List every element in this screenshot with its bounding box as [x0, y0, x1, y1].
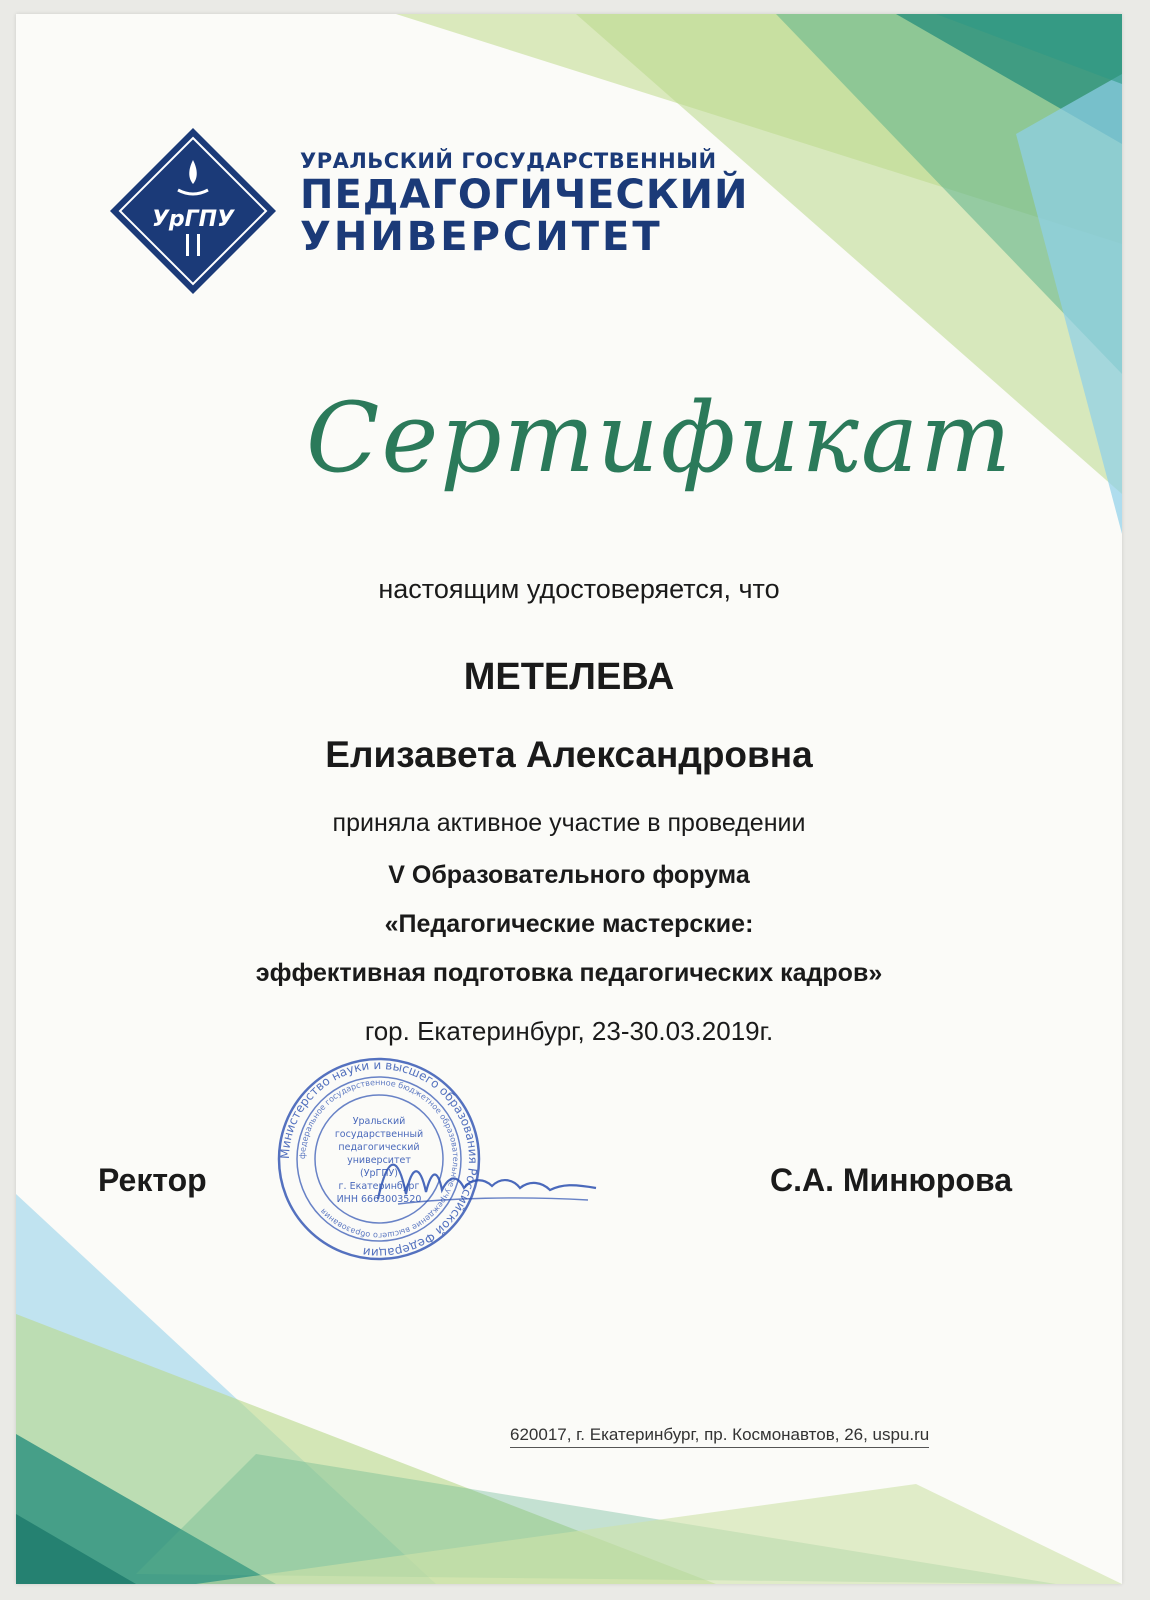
rector-name: С.А. Минюрова: [770, 1162, 1013, 1198]
rector-label: Ректор: [98, 1162, 207, 1198]
emblem-text: УрГПУ: [151, 207, 235, 232]
university-name-line1: УРАЛЬСКИЙ ГОСУДАРСТВЕННЫЙ: [300, 149, 717, 173]
stamp-center-line7: ИНН 6663003520: [336, 1194, 422, 1205]
stamp-center-line6: г. Екатеринбург: [338, 1181, 420, 1192]
stamp-center-line5: (УрГПУ): [360, 1168, 398, 1179]
stamp-inner-text: федеральное государственное бюджетное образовательное учреждение высшего образования: [297, 1077, 461, 1241]
stamp-center-line4: университет: [347, 1155, 411, 1166]
footer-address: 620017, г. Екатеринбург, пр. Космонавтов, 26, uspu.ru: [510, 1425, 929, 1448]
university-name-line3: УНИВЕРСИТЕТ: [300, 214, 663, 260]
stamp-outer-text: Министерство науки и высшего образования Российской Федерации: [277, 1057, 481, 1261]
certificate-sheet: [16, 14, 1122, 1584]
recipient-given-names: Елизавета Александровна: [325, 734, 813, 775]
certify-text: настоящим удостоверяется, что: [378, 574, 780, 604]
university-name-line2: ПЕДАГОГИЧЕСКИЙ: [300, 172, 749, 218]
forum-name-line1: V Образовательного форума: [388, 861, 750, 889]
participation-text: приняла активное участие в проведении: [332, 809, 806, 837]
place-and-date: гор. Екатеринбург, 23-30.03.2019г.: [364, 1016, 774, 1046]
stamp-center-line3: педагогический: [338, 1142, 420, 1153]
recipient-surname: МЕТЕЛЕВА: [463, 656, 675, 698]
university-name: [300, 148, 749, 258]
forum-name-line3: эффективная подготовка педагогических кадров»: [255, 959, 883, 987]
university-emblem: [108, 126, 278, 296]
stamp-center-line1: Уральский: [352, 1116, 406, 1127]
forum-name-line2: «Педагогические мастерские:: [384, 910, 754, 938]
rector-signature: [368, 1144, 608, 1224]
certificate-title: Сертификат: [306, 382, 1014, 494]
stamp-center-line2: государственный: [334, 1129, 424, 1140]
